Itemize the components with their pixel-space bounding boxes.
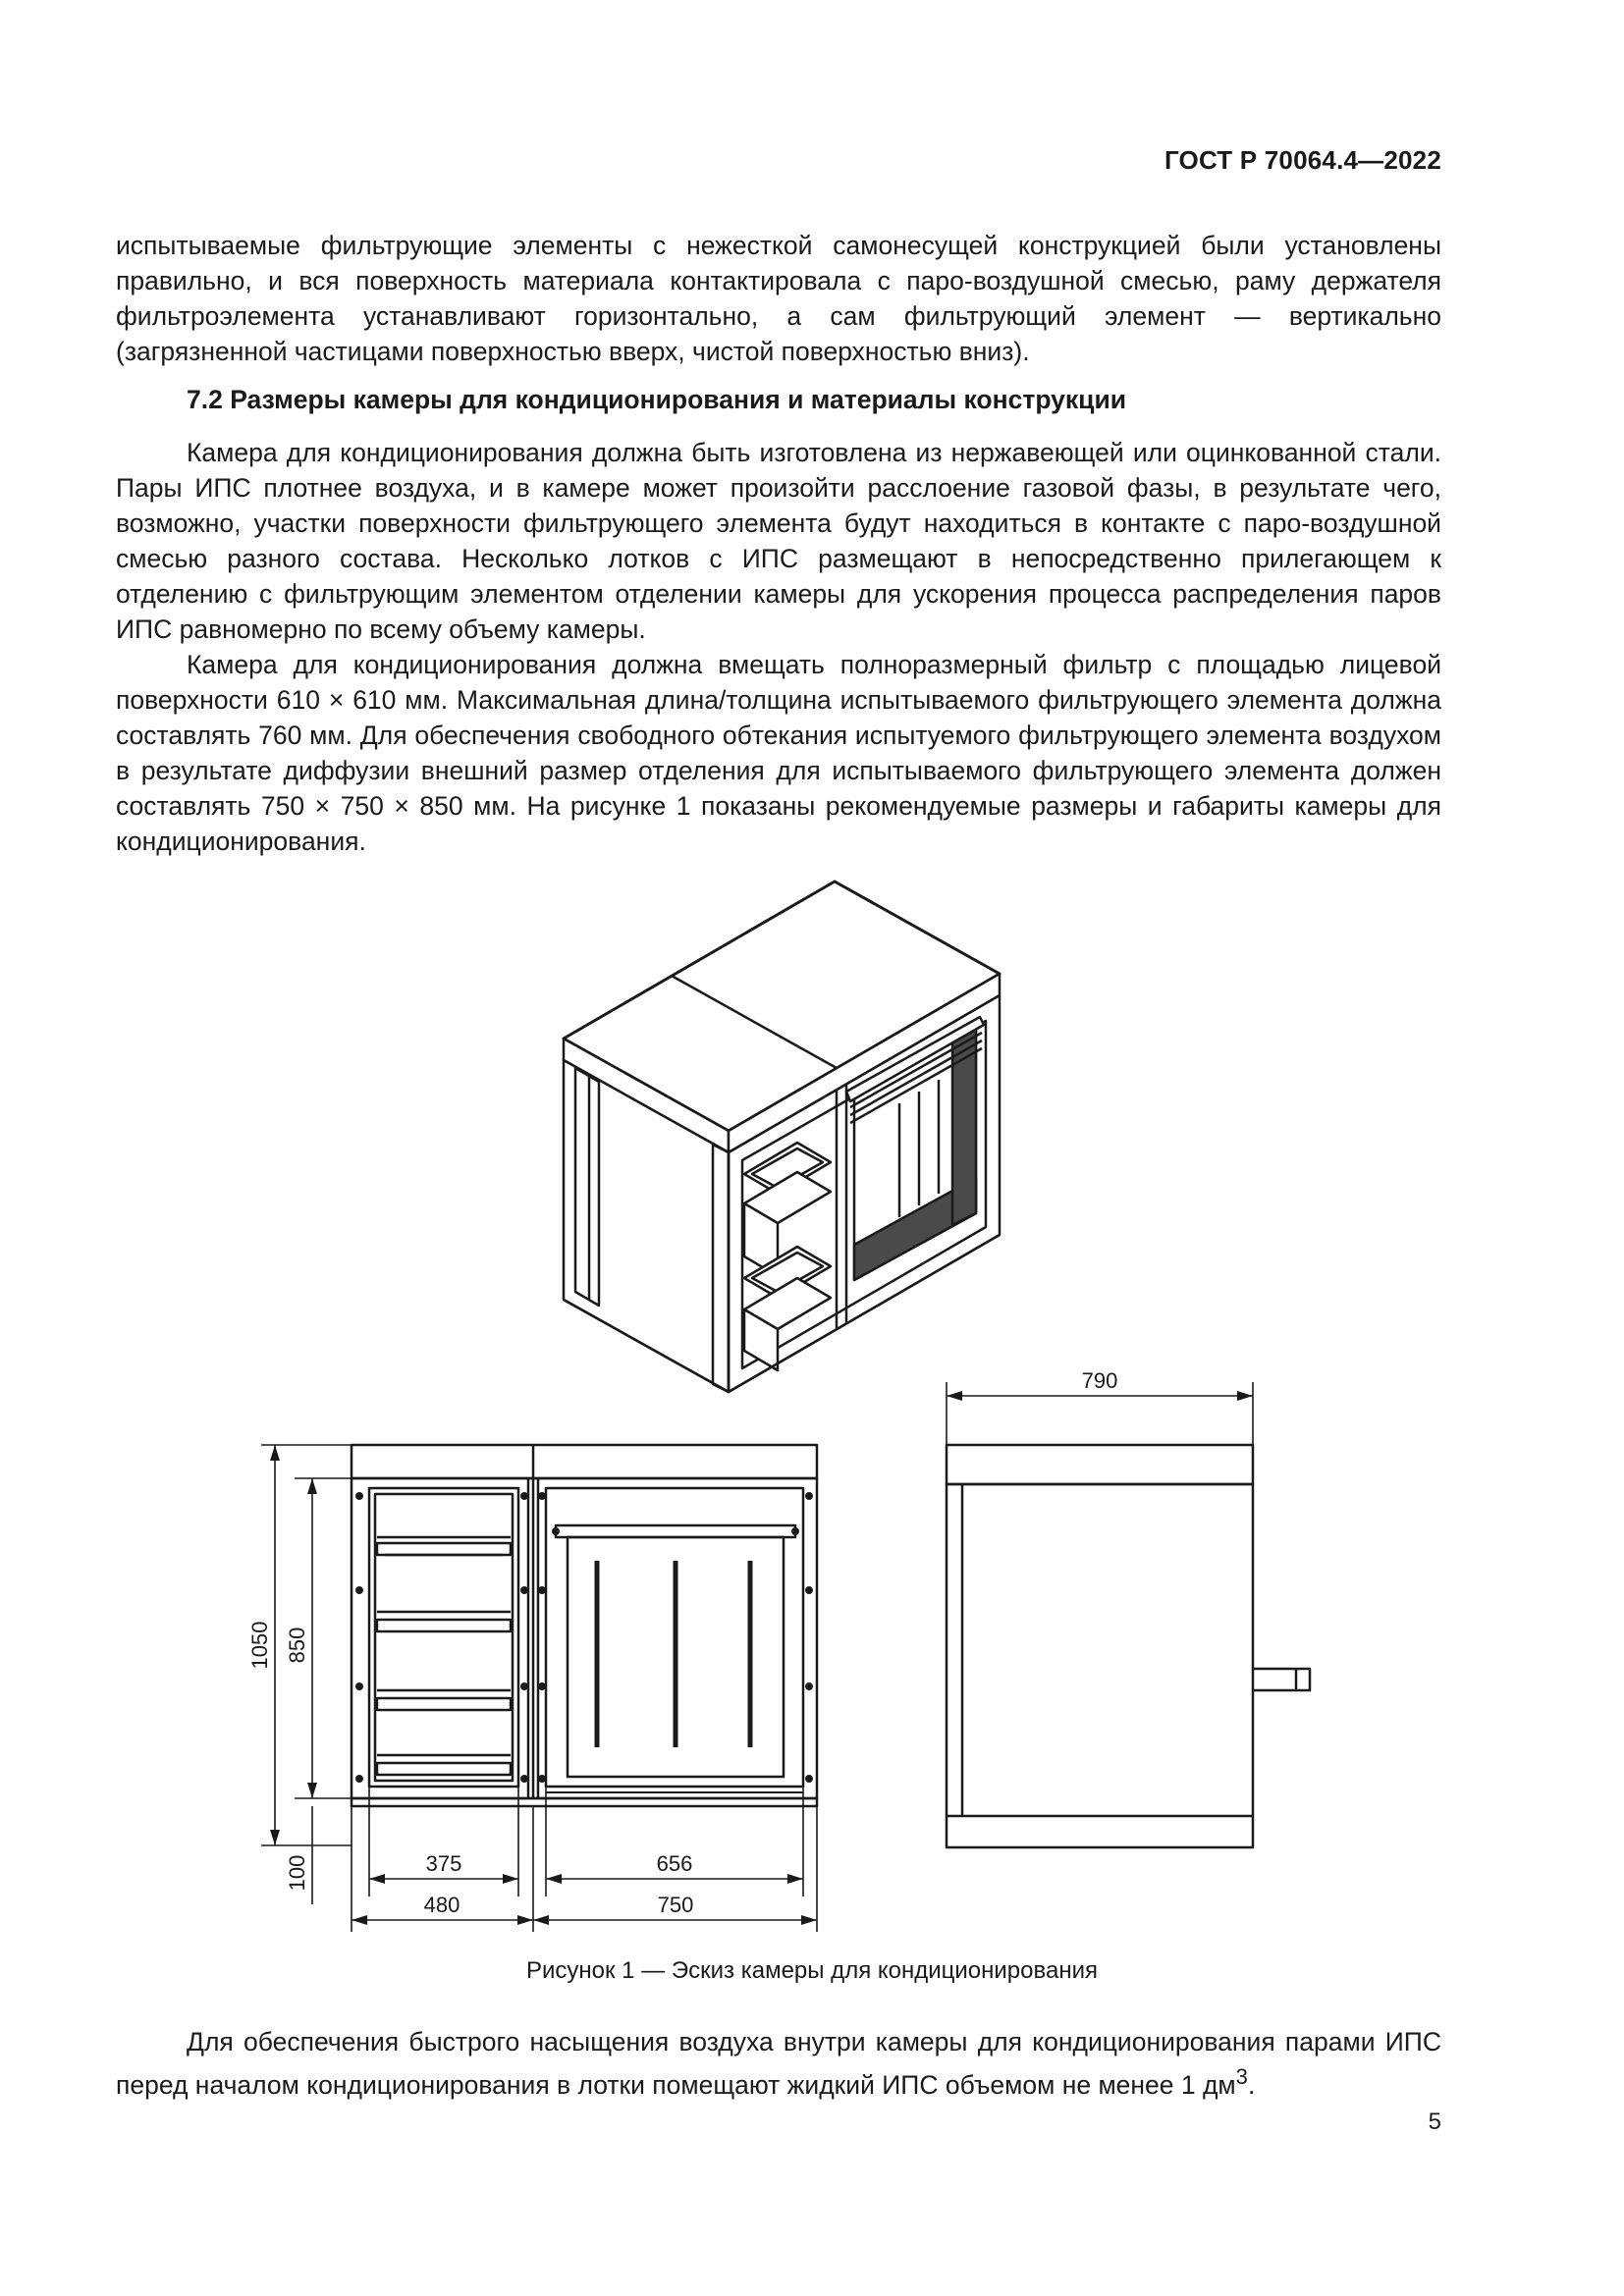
section-paragraph-2: Камера для кондиционирования должна вмещать полноразмерный фильтр с площадью лицевой поверхности 610 × 610 мм. Максимальная длина/толщина испытываемого фильтрующего элемента должна составлять 760 мм. Для обеспечения свободного обтекания испытуемого фильтрующего элемента воздухом в результате диффузии внешний размер отделения для испытываемого фильтрующего элемента должен составлять 750 × 750 × 850 мм. На рисунке 1 показаны рекомендуемые размеры и габариты камеры для кондиционирования. <box>116 650 1441 856</box>
section-heading: 7.2 Размеры камеры для кондиционирования и материалы конструкции <box>187 385 1127 414</box>
standard-id-header: ГОСТ Р 70064.4—2022 <box>1164 145 1441 175</box>
side-view <box>947 1445 1310 1847</box>
dim-inner-height: 850 <box>285 1627 309 1664</box>
section-body <box>116 435 1441 859</box>
dim-right-outer-width: 750 <box>657 1893 694 1917</box>
page-number: 5 <box>1428 2109 1441 2135</box>
figure-caption: Рисунок 1 — Эскиз камеры для кондиционирования <box>526 1957 1098 1984</box>
closing-paragraph-block <box>116 2024 1441 2103</box>
isometric-view <box>564 881 1000 1392</box>
closing-superscript: 3 <box>1235 2064 1248 2089</box>
dim-right-inner-width: 656 <box>656 1851 693 1876</box>
closing-end: . <box>1247 2069 1256 2100</box>
closing-text: Для обеспечения быстрого насыщения воздуха внутри камеры для кондиционирования парами ИПС перед началом кондиционирования в лотки помещают жидкий ИПС объемом не менее 1 дм <box>116 2027 1441 2100</box>
intro-paragraph-block <box>116 228 1441 369</box>
dim-base-height: 100 <box>285 1854 309 1892</box>
front-view <box>352 1445 817 1806</box>
dim-total-height: 1050 <box>247 1621 272 1670</box>
dimension-lines <box>261 1382 1253 1932</box>
dim-left-inner-width: 375 <box>425 1851 462 1876</box>
intro-paragraph: испытываемые фильтрующие элементы с нежесткой самонесущей конструкцией были установлены правильно, и вся поверхность материала контактировала с паро-воздушной смесью, раму держателя фильтроэлемента устанавливают горизонтально, а сам фильтрующий элемент — вертикально (загрязненной частицами поверхностью вверх, чистой поверхностью вниз). <box>116 231 1441 366</box>
section-paragraph-1: Камера для кондиционирования должна быть изготовлена из нержавеющей или оцинкованной стали. Пары ИПС плотнее воздуха, и в камере может произойти расслоение газовой фазы, в результате чего, возможно, участки поверхности фильтрующего элемента будут находиться в контакте с паро-воздушной смесью разного состава. Несколько лотков с ИПС размещают в непосредственно прилегающем к отделению с фильтрующим элементом отделении камеры для ускорения процесса распределения паров ИПС равномерно по всему объему камеры. <box>116 438 1441 644</box>
dim-left-outer-width: 480 <box>423 1893 460 1917</box>
dim-side-depth: 790 <box>1081 1368 1118 1393</box>
closing-paragraph <box>116 2024 1441 2103</box>
